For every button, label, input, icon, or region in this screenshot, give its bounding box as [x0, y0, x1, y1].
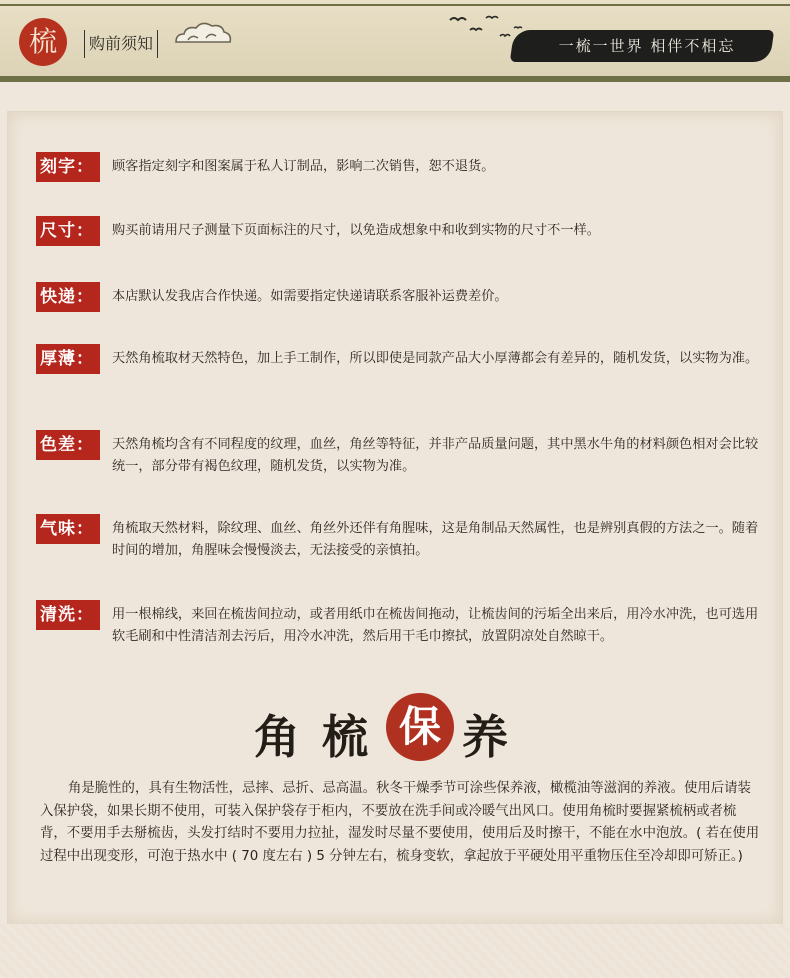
notice-text: 用一根棉线，来回在梳齿间拉动，或者用纸巾在梳齿间拖动，让梳齿间的污垢全出来后，用冷水冲洗，也可选用软毛刷和中性清洁剂去污后，用冷水冲洗，然后用干毛巾擦拭，放置阴凉处自然晾干。 [112, 607, 759, 644]
care-body-text: 角是脆性的，具有生物活性，忌摔、忌折、忌高温。秋冬干燥季节可涂些保养液，橄榄油等滋润的养液。使用后请装入保护袋，如果长期不使用，可装入保护袋存于柜内，不要放在洗手间或冷暖气出风口。使用角梳时要握紧梳柄或者梳背，不要用手去掰梳齿，头发打结时不要用力拉扯，湿发时尽量不要使用，使用后及时擦干，不能在水中泡放。( 若在使用过程中出现变形，可泡于热水中 ( 70 度左右 ) 5 分钟左右，梳身变软，拿起放于平硬处用平重物压住至冷却即可矫正。) [40, 781, 760, 864]
notice-text: 顾客指定刻字和图案属于私人订制品，影响二次销售，恕不退货。 [112, 159, 495, 174]
care-title-seal: 保 [386, 693, 454, 761]
notice-label: 色差： [36, 430, 100, 460]
notice-label: 清洗： [36, 600, 100, 630]
notice-text: 天然角梳均含有不同程度的纹理，血丝，角丝等特征，并非产品质量问题，其中黑水牛角的材料颜色相对会比较统一，部分带有褐色纹理，随机发货，以实物为准。 [112, 437, 759, 474]
bottom-pattern [0, 924, 790, 978]
notice-label: 快递： [36, 282, 100, 312]
notice-text: 本店默认发我店合作快递。如需要指定快递请联系客服补运费差价。 [112, 289, 508, 304]
care-title-char: 梳 [322, 710, 368, 764]
care-title-char: 角 [254, 710, 300, 764]
notice-text: 购买前请用尺子测量下页面标注的尺寸，以免造成想象中和收到实物的尺寸不一样。 [112, 223, 600, 238]
notice-text: 天然角梳取材天然特色，加上手工制作，所以即使是同款产品大小厚薄都会有差异的，随机发货，以实物为准。 [112, 351, 759, 366]
notice-label: 气味： [36, 514, 100, 544]
notice-label: 厚薄： [36, 344, 100, 374]
header-top-line [0, 4, 790, 6]
seal-logo: 梳 [19, 18, 67, 66]
notice-label: 尺寸： [36, 216, 100, 246]
header-title: 购前须知 [84, 30, 158, 58]
notice-text: 角梳取天然材料，除纹理、血丝、角丝外还伴有角腥味，这是角制品天然属性，也是辨别真假的方法之一。随着时间的增加，角腥味会慢慢淡去，无法接受的亲慎拍。 [112, 521, 759, 558]
slogan-text: 一梳一世界 相伴不相忘 [558, 37, 736, 55]
care-title [248, 693, 548, 765]
cloud-icon [172, 18, 234, 52]
notice-label: 刻字： [36, 152, 100, 182]
header-band [0, 0, 790, 82]
care-title-char: 养 [462, 710, 508, 764]
